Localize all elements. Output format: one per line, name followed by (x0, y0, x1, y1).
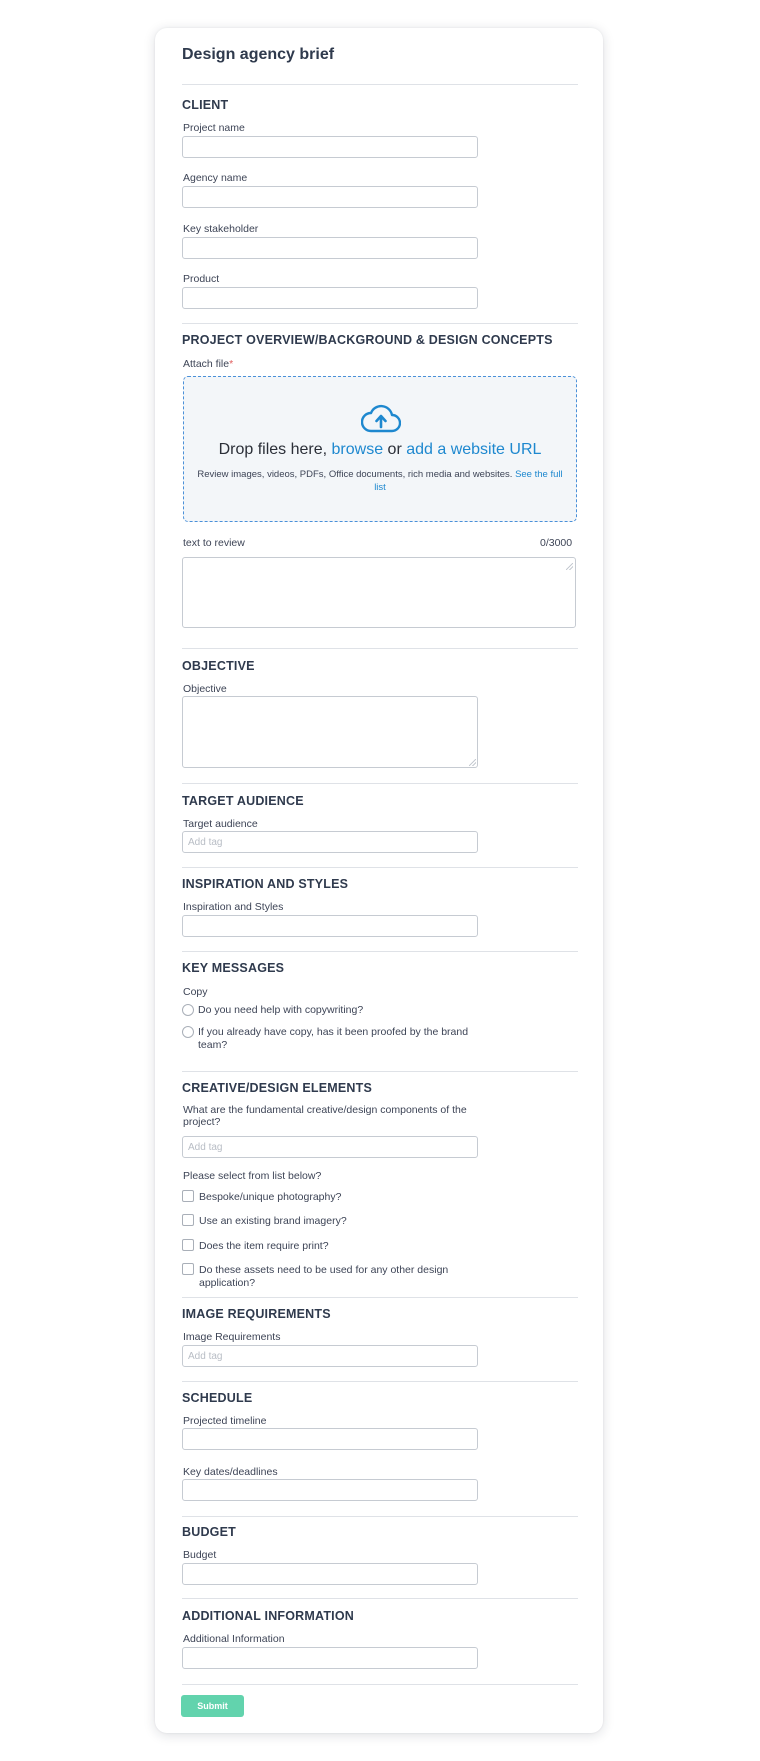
key-dates-input[interactable] (182, 1479, 478, 1501)
section-heading-additional: ADDITIONAL INFORMATION (182, 1609, 354, 1623)
divider (182, 1684, 578, 1685)
divider (182, 1297, 578, 1298)
budget-input[interactable] (182, 1563, 478, 1585)
objective-textarea[interactable] (182, 696, 478, 768)
select-list-label: Please select from list below? (183, 1170, 322, 1182)
product-input[interactable] (182, 287, 478, 309)
divider (182, 1071, 578, 1072)
key-dates-label: Key dates/deadlines (183, 1466, 278, 1478)
resize-handle[interactable] (469, 759, 476, 766)
file-dropzone[interactable] (183, 376, 577, 522)
section-heading-target-audience: TARGET AUDIENCE (182, 794, 304, 808)
checkbox-label: Bespoke/unique photography? (199, 1191, 342, 1203)
radio-copy-proofed[interactable] (182, 1026, 194, 1038)
radio-label: If you already have copy, has it been proofed by the brand team? (198, 1026, 469, 1051)
section-heading-inspiration: INSPIRATION AND STYLES (182, 877, 349, 891)
creative-components-tag-input[interactable] (182, 1136, 478, 1158)
target-audience-label: Target audience (183, 818, 258, 830)
additional-info-label: Additional Information (183, 1633, 285, 1645)
divider (182, 867, 578, 868)
inspiration-input[interactable] (182, 915, 478, 937)
product-label: Product (183, 273, 220, 285)
target-audience-tag-input[interactable] (182, 831, 478, 853)
budget-label: Budget (183, 1549, 217, 1561)
section-heading-overview: PROJECT OVERVIEW/BACKGROUND & DESIGN CONCEPTS (182, 333, 553, 347)
checkbox-other-application[interactable] (182, 1263, 194, 1275)
divider (182, 648, 578, 649)
drop-files-text: Drop files here, browse or add a website URL (218, 441, 542, 458)
checkbox-label: Do these assets need to be used for any other design application? (199, 1264, 449, 1289)
browse-link[interactable]: browse (331, 441, 384, 458)
radio-label: Do you need help with copywriting? (198, 1004, 364, 1016)
projected-timeline-input[interactable] (182, 1428, 478, 1450)
submit-button[interactable]: Submit (181, 1695, 244, 1717)
section-heading-schedule: SCHEDULE (182, 1391, 253, 1405)
project-name-label: Project name (183, 122, 245, 134)
section-heading-key-messages: KEY MESSAGES (182, 961, 285, 975)
checkbox-require-print[interactable] (182, 1239, 194, 1251)
divider (182, 951, 578, 952)
char-counter: 0/3000 (540, 537, 573, 549)
section-heading-creative: CREATIVE/DESIGN ELEMENTS (182, 1081, 373, 1095)
attach-file-label: Attach file* (183, 358, 234, 370)
text-to-review-label: text to review (183, 537, 245, 549)
divider (182, 1381, 578, 1382)
checkbox-bespoke-photography[interactable] (182, 1190, 194, 1202)
add-website-url-link[interactable]: add a website URL (406, 441, 542, 458)
key-stakeholder-label: Key stakeholder (183, 223, 259, 235)
inspiration-label: Inspiration and Styles (183, 901, 284, 913)
text-to-review-textarea[interactable] (182, 557, 576, 628)
checkbox-label: Does the item require print? (199, 1240, 329, 1252)
divider (182, 323, 578, 324)
objective-label: Objective (183, 683, 227, 695)
divider (182, 84, 578, 85)
cloud-upload-icon (361, 404, 401, 434)
section-heading-client: CLIENT (182, 98, 229, 112)
projected-timeline-label: Projected timeline (183, 1415, 267, 1427)
resize-handle[interactable] (566, 563, 573, 570)
checkbox-label: Use an existing brand imagery? (199, 1215, 347, 1227)
key-stakeholder-input[interactable] (182, 237, 478, 259)
section-heading-image-requirements: IMAGE REQUIREMENTS (182, 1307, 331, 1321)
checkbox-existing-imagery[interactable] (182, 1214, 194, 1226)
section-heading-budget: BUDGET (182, 1525, 236, 1539)
image-requirements-tag-input[interactable] (182, 1345, 478, 1367)
agency-name-label: Agency name (183, 172, 248, 184)
divider (182, 1516, 578, 1517)
creative-components-label: What are the fundamental creative/design components of the project? (183, 1104, 467, 1128)
page-title: Design agency brief (182, 46, 335, 63)
agency-name-input[interactable] (182, 186, 478, 208)
section-heading-objective: OBJECTIVE (182, 659, 255, 673)
image-requirements-label: Image Requirements (183, 1331, 281, 1343)
review-info-text: Review images, videos, PDFs, Office documents, rich media and websites. See the full list (197, 469, 563, 493)
copy-label: Copy (183, 986, 208, 998)
divider (182, 1598, 578, 1599)
divider (182, 783, 578, 784)
radio-copywriting-help[interactable] (182, 1004, 194, 1016)
additional-info-input[interactable] (182, 1647, 478, 1669)
required-mark: * (229, 358, 234, 370)
see-full-list-link[interactable]: See the full list (374, 469, 563, 493)
project-name-input[interactable] (182, 136, 478, 158)
